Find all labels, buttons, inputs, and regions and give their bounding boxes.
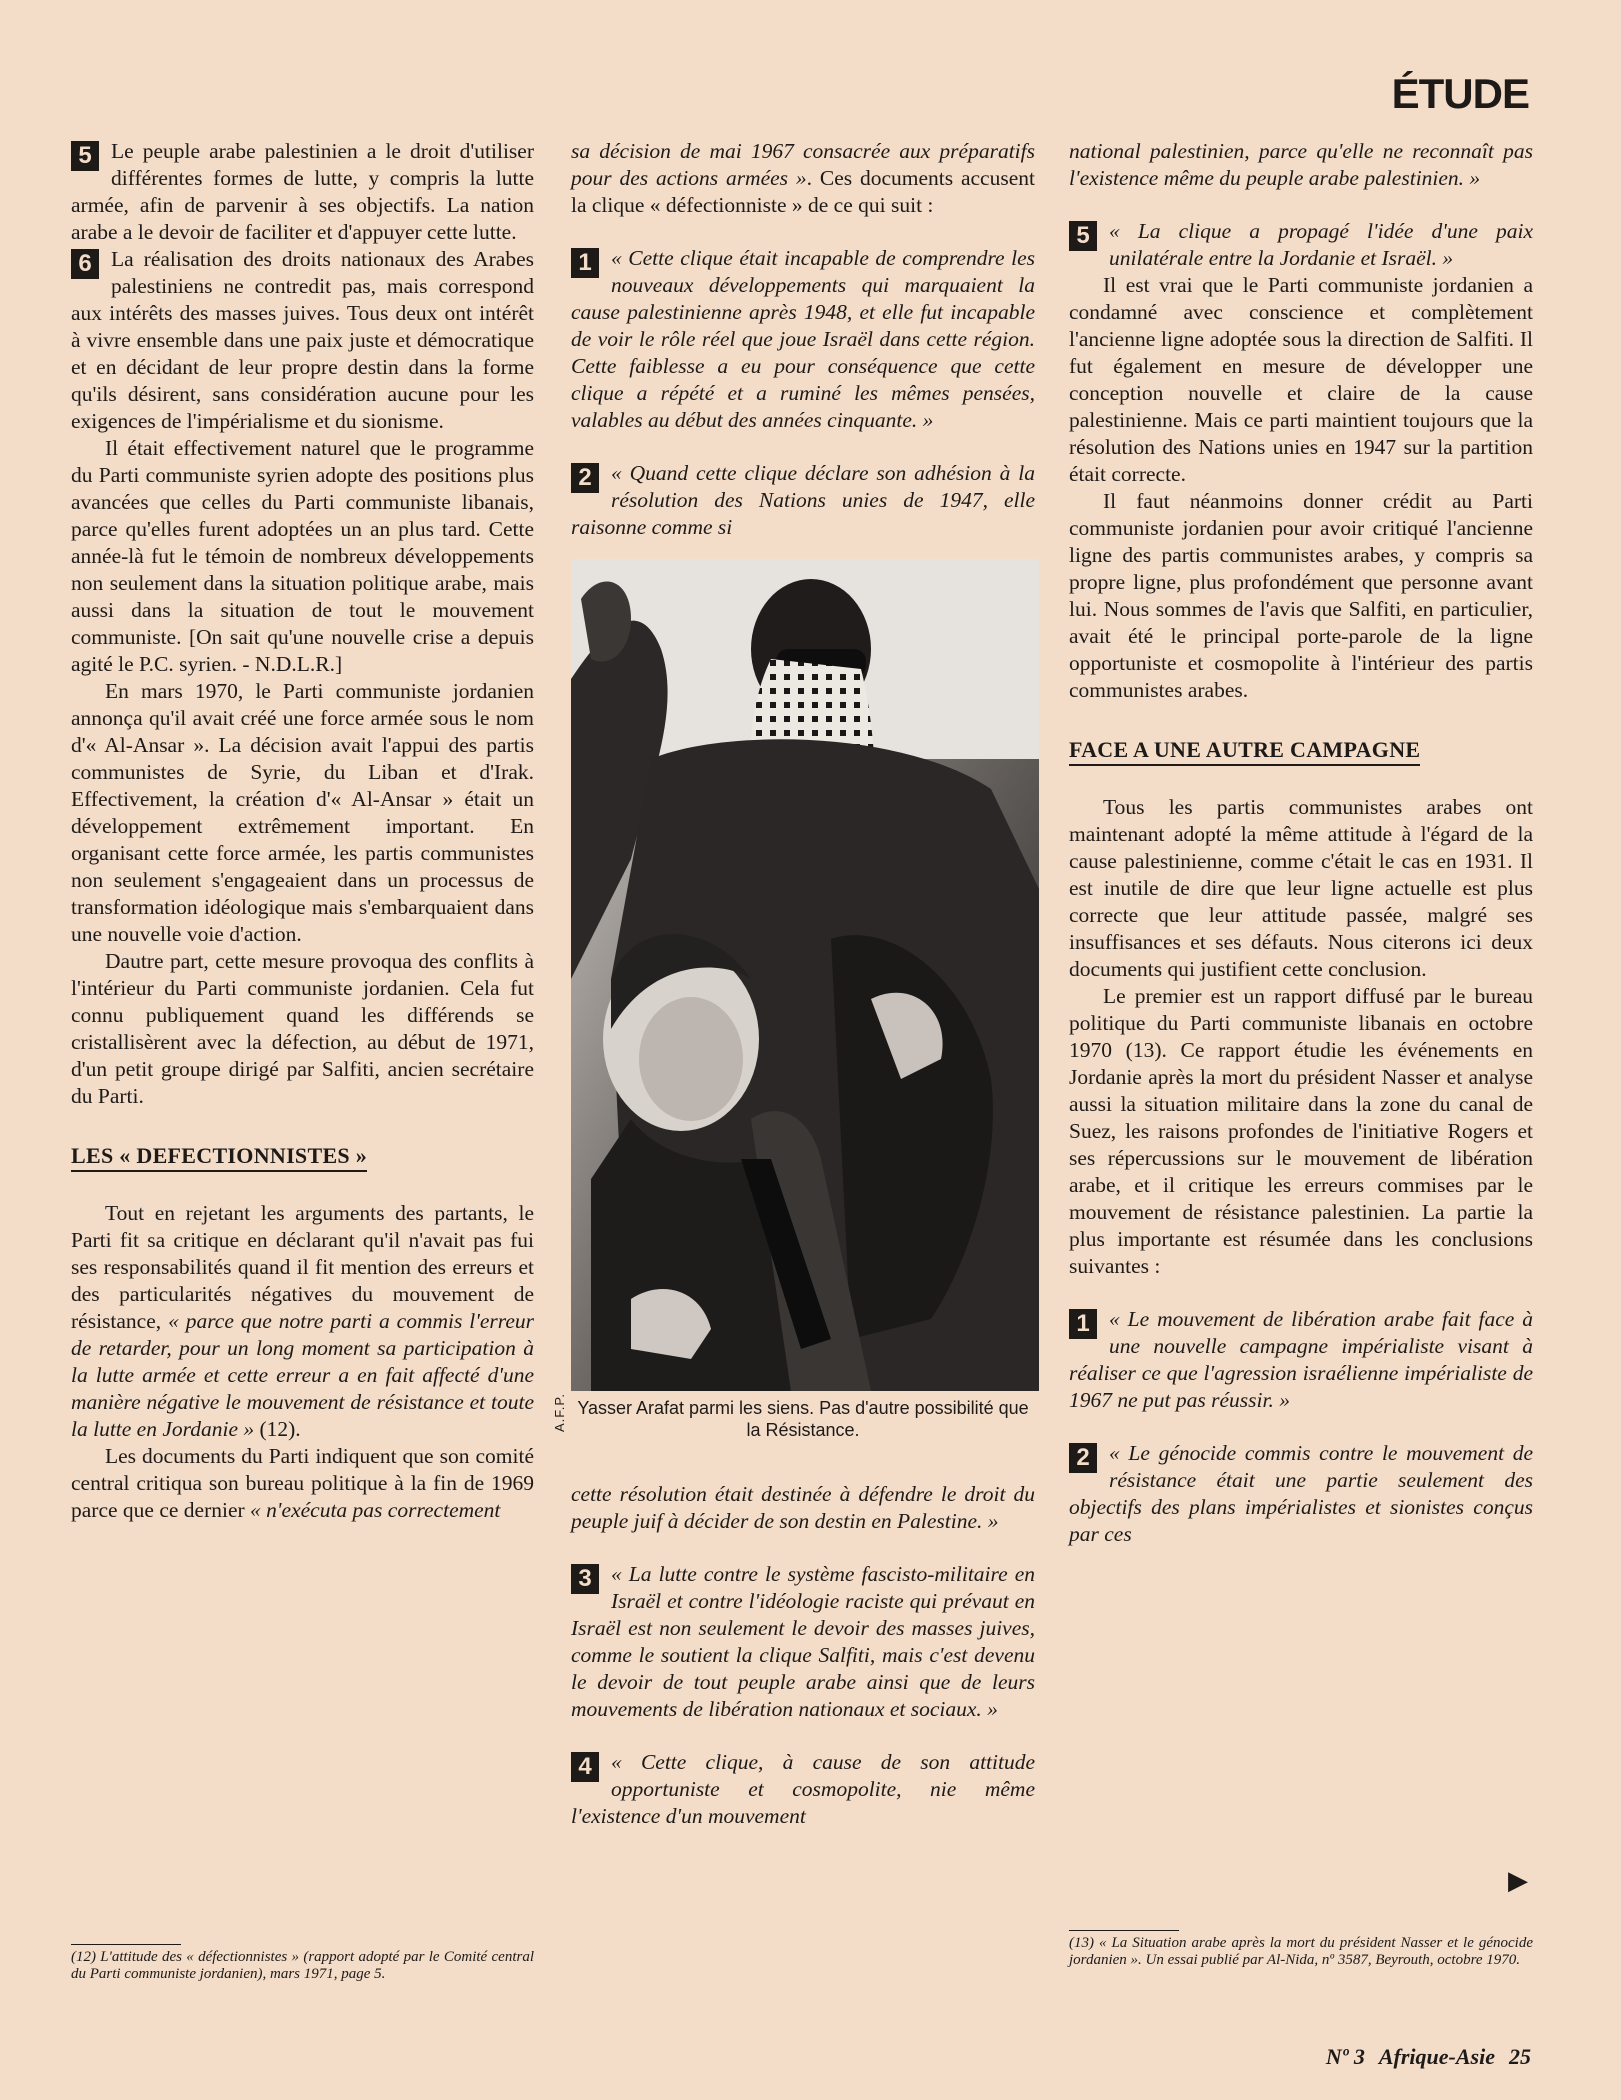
number-badge: 2: [571, 463, 599, 493]
section-label: ÉTUDE: [1391, 70, 1529, 117]
point-1: 1 « Cette clique était incapable de comprendre les nouveaux développements qui marquaient la cause palestinienne après 1948, et elle fut incapable de voir le rôle réel que joue Israël dans cette région. Cette faiblesse a eu pour conséquence que cette clique a répété et a ruminé les mêmes pensées, valables au début des années cinquante. »: [571, 246, 1035, 432]
point-6: 6 La réalisation des droits nationaux des Arabes palestiniens ne contredit pas, mais correspond aux intérêts des masses juives. Tous deux ont intérêt à vivre ensemble dans une paix juste et démocratique et en décidant de leur propre destin dans la forme qu'ils désirent, sans considération aucune pour les exigences de l'impérialisme et du sionisme.: [71, 247, 534, 433]
number-badge: 5: [71, 141, 99, 171]
number-badge: 2: [1069, 1443, 1097, 1473]
paragraph: Tous les partis communistes arabes ont maintenant adopté la même attitude à l'égard de la cause palestinienne, comme c'était le cas en 1931. Il est inutile de dire que leur ligne actuelle est plus correcte que leur attitude passée, malgré ses insuffisances et ses défauts. Nous citerons ici deux documents qui justifient cette conclusion.: [1069, 795, 1533, 981]
column-1: [71, 138, 534, 1524]
paragraph: Il est vrai que le Parti communiste jordanien a condamné avec conscience et complètement l'ancienne ligne adoptée sous la direction de Salfiti. Il fut également en mesure de développer une conception nouvelle et claire de la cause palestinienne. Mais ce parti maintient toujours que la résolution des Nations unies en 1947 sur la partition était correcte.: [1069, 273, 1533, 486]
photo-image: [571, 559, 1039, 1391]
paragraph: cette résolution était destinée à défendre le droit du peuple juif à décider de son destin en Palestine. »: [571, 1482, 1035, 1533]
photo-arafat: [571, 559, 1039, 1391]
magazine-name: Afrique-Asie: [1378, 2044, 1495, 2069]
issue-number: Nº 3: [1325, 2044, 1365, 2069]
footnote-12: (12) L'attitude des « défectionnistes » (rapport adopté par le Comité central du Parti communiste jordanien), mars 1971, page 5.: [71, 1944, 534, 1983]
section-heading: FACE A UNE AUTRE CAMPAGNE: [1069, 736, 1420, 766]
paragraph: En mars 1970, le Parti communiste jordanien annonça qu'il avait créé une force armée sous le nom d'« Al-Ansar ». La décision avait l'appui des partis communistes de Syrie, du Liban et d'Irak. Effectivement, la création d'« Al-Ansar » était un développement extrêmement important. En organisant cette force armée, les partis communistes non seulement s'engageaient dans un processus de transformation idéologique mais s'embarquaient dans une nouvelle voie d'action.: [71, 679, 534, 946]
photo-credit: A.F.P.: [552, 1392, 567, 1432]
number-badge: 1: [1069, 1309, 1097, 1339]
paragraph: Les documents du Parti indiquent que son comité central critiqua son bureau politique à la fin de 1969 parce que ce dernier « n'exécuta pas correctement: [71, 1444, 534, 1522]
page-number: 25: [1509, 2044, 1531, 2069]
point-5: 5 Le peuple arabe palestinien a le droit d'utiliser différentes formes de lutte, y compris la lutte armée, afin de parvenir à ses objectifs. La nation arabe a le devoir de faciliter et d'appuyer cette lutte.: [71, 139, 534, 244]
section-heading: LES « DEFECTIONNISTES »: [71, 1142, 367, 1172]
column-3: [1069, 138, 1533, 1548]
point-2: 2 « Quand cette clique déclare son adhésion à la résolution des Nations unies de 1947, elle raisonne comme si: [571, 461, 1035, 539]
page-folio: [1326, 2044, 1531, 2070]
number-badge: 5: [1069, 221, 1097, 251]
continue-arrow-icon: ▶: [1508, 1866, 1528, 1895]
paragraph: Il faut néanmoins donner crédit au Parti communiste jordanien pour avoir critiqué l'ancienne ligne des partis communistes arabes, y compris sa propre ligne, plus profondément que personne avant lui. Nous sommes de l'avis que Salfiti, en particulier, avait été le principal porte-parole de la ligne opportuniste et cosmopolite à l'intérieur des partis communistes arabes.: [1069, 489, 1533, 702]
number-badge: 1: [571, 248, 599, 278]
paragraph: sa décision de mai 1967 consacrée aux préparatifs pour des actions armées ». Ces documents accusent la clique « défectionniste » de ce qui suit :: [571, 139, 1035, 217]
number-badge: 6: [71, 249, 99, 279]
point-1: 1 « Le mouvement de libération arabe fait face à une nouvelle campagne impérialiste visant à réaliser ce que l'agression israélienne impérialiste de 1967 ne put pas réussir. »: [1069, 1307, 1533, 1412]
footnote-13: (13) « La Situation arabe après la mort du président Nasser et le génocide jordanien ». Un essai publié par Al-Nida, nº 3587, Beyrouth, octobre 1970.: [1069, 1930, 1533, 1969]
number-badge: 4: [571, 1752, 599, 1782]
paragraph: Dautre part, cette mesure provoqua des conflits à l'intérieur du Parti communiste jordanien. Cela fut connu publiquement quand les différends se cristallisèrent avec la défection, au début de 1971, d'un petit groupe dirigé par Salfiti, ancien secrétaire du Parti.: [71, 949, 534, 1108]
paragraph: Le premier est un rapport diffusé par le bureau politique du Parti communiste libanais en octobre 1970 (13). Ce rapport étudie les événements en Jordanie après la mort du président Nasser et analyse aussi la situation militaire dans la zone du canal de Suez, les raisons profondes de l'initiative Rogers et ses répercussions sur le mouvement de libération arabe, et il critique les erreurs commises par le mouvement de résistance palestinien. La partie la plus importante est résumée dans les conclusions suivantes :: [1069, 984, 1533, 1278]
point-3: 3 « La lutte contre le système fascisto-militaire en Israël et contre l'idéologie raciste qui prévaut en Israël est non seulement le devoir des masses juives, comme le soutient la clique Salfiti, mais c'est devenu le devoir de tout peuple arabe ainsi que de leurs mouvements de libération nationaux et sociaux. »: [571, 1562, 1035, 1721]
column-2: [571, 138, 1035, 1830]
point-4: 4 « Cette clique, à cause de son attitude opportuniste et cosmopolite, nie même l'existence d'un mouvement: [571, 1750, 1035, 1828]
point-5: 5 « La clique a propagé l'idée d'une paix unilatérale entre la Jordanie et Israël. »: [1069, 218, 1533, 272]
paragraph: national palestinien, parce qu'elle ne reconnaît pas l'existence même du peuple arabe palestinien. »: [1069, 139, 1533, 190]
number-badge: 3: [571, 1564, 599, 1594]
paragraph: Tout en rejetant les arguments des partants, le Parti fit sa critique en déclarant qu'il n'avait pas fui ses responsabilités quand il fit mention des erreurs et des particularités négatives du mouvement de résistance, « parce que notre parti a commis l'erreur de retarder, pour un long moment sa participation à la lutte armée et cette erreur a en fait affecté d'une manière négative le mouvement de résistance et toute la lutte en Jordanie » (12).: [71, 1201, 534, 1441]
photo-caption: Yasser Arafat parmi les siens. Pas d'autre possibilité que la Résistance.: [577, 1398, 1029, 1440]
paragraph: Il était effectivement naturel que le programme du Parti communiste syrien adopte des positions plus avancées que celles du Parti communiste libanais, parce qu'elles furent adoptées un an plus tard. Cette année-là fut le témoin de nombreux développements non seulement dans la situation politique arabe, mais aussi dans la situation de tout le mouvement communiste. [On sait qu'une nouvelle crise a depuis agité le P.C. syrien. - N.D.L.R.]: [71, 436, 534, 676]
point-2: 2 « Le génocide commis contre le mouvement de résistance était une partie seulement des objectifs des plans impérialistes et sionistes conçus par ces: [1069, 1441, 1533, 1546]
